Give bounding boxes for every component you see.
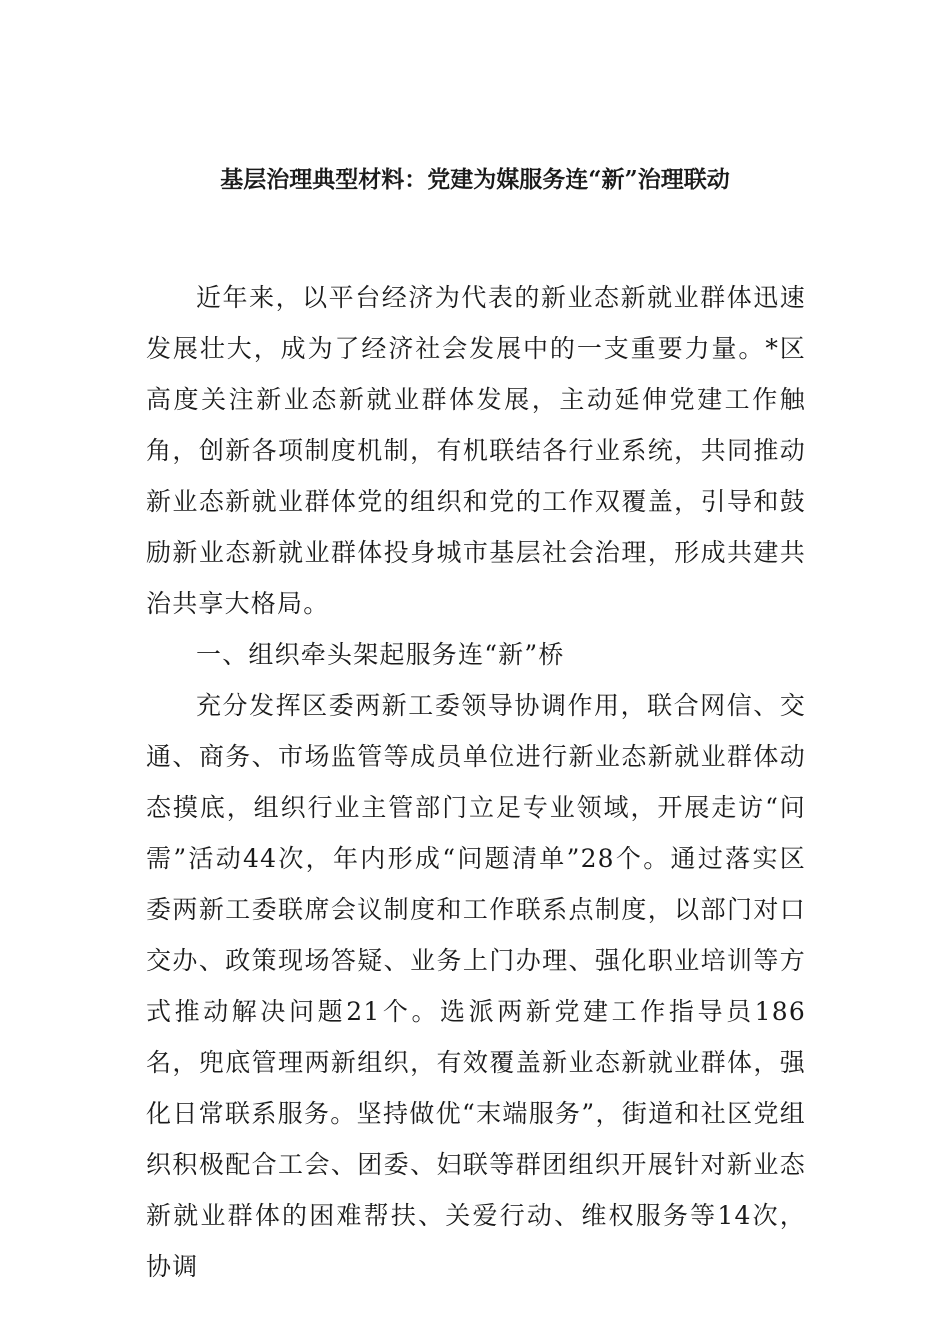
document-title: 基层治理典型材料：党建为媒服务连“新”治理联动	[220, 166, 730, 193]
section-1-paragraph: 充分发挥区委两新工委领导协调作用，联合网信、交通、商务、市场监管等成员单位进行新业态新就业群体动态摸底，组织行业主管部门立足专业领域，开展走访“问需”活动44次，年内形成“问题清单”28个。通过落实区委两新工委联席会议制度和工作联系点制度，以部门对口交办、政策现场答疑、业务上门办理、强化职业培训等方式推动解决问题21个。选派两新党建工作指导员186名，兜底管理两新组织，有效覆盖新业态新就业群体，强化日常联系服务。坚持做优“末端服务”，街道和社区党组织积极配合工会、团委、妇联等群团组织开展针对新业态新就业群体的困难帮扶、关爱行动、维权服务等14次，协调	[146, 691, 806, 1281]
section-heading-1: 一、组织牵头架起服务连“新”桥	[196, 640, 565, 669]
document-body	[146, 272, 806, 1292]
intro-paragraph: 近年来，以平台经济为代表的新业态新就业群体迅速发展壮大，成为了经济社会发展中的一支重要力量。*区高度关注新业态新就业群体发展，主动延伸党建工作触角，创新各项制度机制，有机联结各行业系统，共同推动新业态新就业群体党的组织和党的工作双覆盖，引导和鼓励新业态新就业群体投身城市基层社会治理，形成共建共治共享大格局。	[146, 283, 806, 618]
